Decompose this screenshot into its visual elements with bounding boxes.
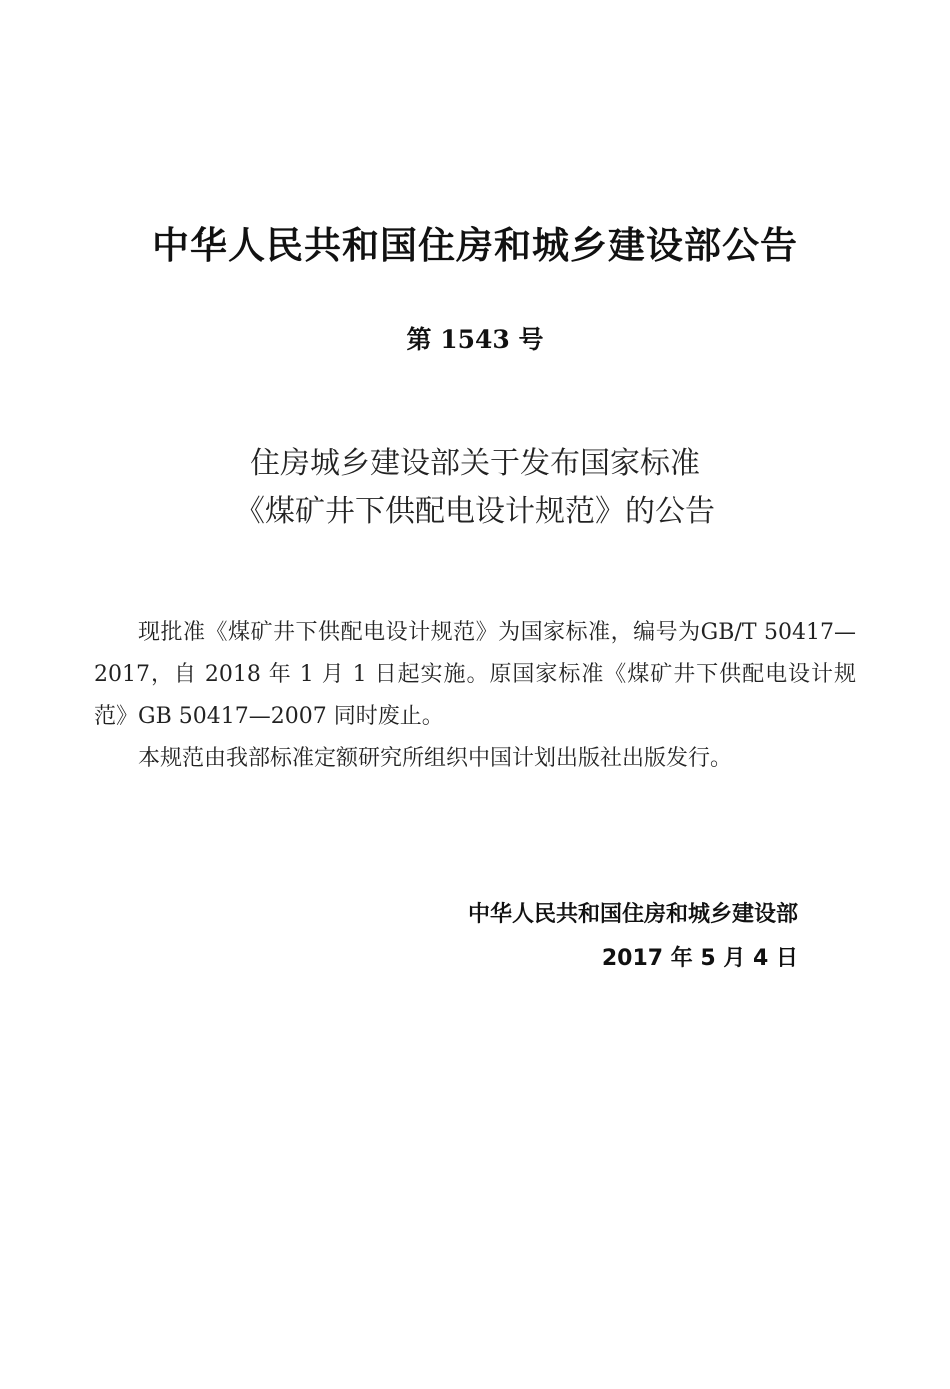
announcement-body (94, 612, 856, 780)
signature-organization: 中华人民共和国住房和城乡建设部 (467, 902, 798, 927)
announcement-number: 第 1543 号 (406, 325, 544, 354)
signature-date: 2017 年 5 月 4 日 (601, 946, 798, 971)
signature-block (468, 893, 798, 981)
subtitle-line-2: 《煤矿井下供配电设计规范》的公告 (235, 494, 715, 529)
subtitle-line-1: 住房城乡建设部关于发布国家标准 (250, 446, 700, 481)
announcement-subtitle (0, 440, 950, 536)
issuer-title: 中华人民共和国住房和城乡建设部公告 (152, 224, 798, 267)
body-paragraph-1: 现批准《煤矿井下供配电设计规范》为国家标准，编号为GB/T 50417—2017，自 2018 年 1 月 1 日起实施。原国家标准《煤矿井下供配电设计规范》GB 50417—2007 同时废止。 (94, 620, 856, 729)
body-paragraph-2: 本规范由我部标准定额研究所组织中国计划出版社出版发行。 (138, 746, 733, 771)
